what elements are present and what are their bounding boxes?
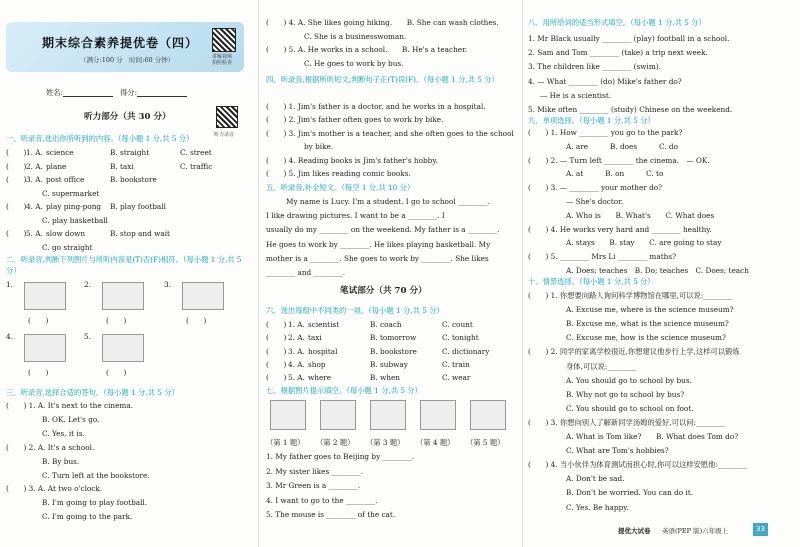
exam-subtitle: （满分:100 分 时间:60 分钟） xyxy=(80,56,175,64)
item-number: 3. A. xyxy=(26,175,43,184)
fill-in-line: 5. The mouse is ________ of the cat. xyxy=(266,510,396,520)
choice-line: ( ) 1. How ________ you go to the park? xyxy=(528,128,683,137)
answer-paren: ( ) xyxy=(266,333,287,343)
illustration-icon xyxy=(320,400,356,430)
answer-line: ( ) 5. A. He works in a school. B. He's a teacher. xyxy=(266,45,468,54)
passage-line: I like drawing pictures. I want to be a ________. I xyxy=(266,211,445,221)
answer-paren: ( ) xyxy=(28,316,49,325)
choice-line: ( ) 4. He works very hard and ________ healthy. xyxy=(528,224,712,234)
statement-line: ( ) 2. Jim's father often goes to work by bike. xyxy=(266,115,444,125)
illustration-icon xyxy=(470,400,506,430)
option-a: science xyxy=(46,148,74,157)
fill-in-line: — He is a scientist. xyxy=(540,90,612,100)
picture-number: 4. xyxy=(6,332,13,341)
answer-line: ( ) 4. A. She likes going hiking. B. She can wash clothes. xyxy=(266,18,499,27)
section-4-heading: 四、听录音,根据所听短文,判断句子正(T)误(F)。（每小题 1 分,共 5 分） xyxy=(266,75,499,84)
answer-paren: ( ) xyxy=(6,148,27,157)
section-7-heading: 七、根据图片提示填空。（每小题 1 分,共 5 分） xyxy=(266,386,422,395)
option-a: taxi xyxy=(308,333,322,343)
option-c: C. wear xyxy=(442,373,471,383)
option-b: B. subway xyxy=(370,359,408,369)
choice-line: ( ) 2. 同学的家离学校很近,你想建议他步行上学,这样可以锻炼 xyxy=(528,347,740,357)
option-b: B. play football xyxy=(110,202,166,211)
item-number: 1. A. xyxy=(288,320,305,329)
statement-line: ( ) 3. Jim's mother is a teacher, and she often goes to the school xyxy=(266,128,514,138)
answer-paren: ( ) xyxy=(6,229,27,238)
passage-line: usually do my ________ on the weekend. My father is a ________. xyxy=(266,225,500,235)
option-b: B. straight xyxy=(110,148,150,157)
choice-line: — She's doctor. xyxy=(566,197,624,206)
illustration-icon xyxy=(370,400,406,430)
option-b: B. bookstore xyxy=(110,175,157,184)
option-c: C. train xyxy=(442,359,470,369)
qr-caption: 讲解视频 拍照检查 xyxy=(212,54,233,66)
choice-line: A. stays B. stay C. are going to stay xyxy=(566,238,722,248)
answer-paren: ( ) xyxy=(266,346,287,356)
option-c: C. tonight xyxy=(442,333,479,343)
illustration-icon xyxy=(24,334,66,362)
option-a: shop xyxy=(308,359,326,369)
choice-line: A. Who is B. What's C. What does xyxy=(566,210,715,220)
passage-line: ________ and ________. xyxy=(266,268,346,277)
answer-line: C. She is a businesswoman. xyxy=(304,31,407,41)
choice-line: C. What are Tom's hobbies? xyxy=(566,446,669,456)
statement-line: ( ) 5. Jim likes reading comic books. xyxy=(266,169,411,178)
answer-line: ( ) 3. A. At two o'clock. xyxy=(6,484,103,494)
statement-line: ( ) 1. Jim's father is a doctor, and he works in a hospital. xyxy=(266,102,486,111)
option-c: C. play basketball xyxy=(42,215,108,225)
choice-line: C. Excuse me, how is the science museum? xyxy=(566,333,726,343)
page-number: 33 xyxy=(753,523,768,536)
choice-line: C. You should go to school on foot. xyxy=(566,403,694,413)
option-b: B. when xyxy=(370,373,400,383)
choice-line: A. You should go to school by bus. xyxy=(566,375,692,385)
item-number: 4. A. xyxy=(26,202,43,211)
illustration-icon xyxy=(102,334,144,362)
answer-paren: ( ) xyxy=(106,368,127,377)
passage-line: He goes to work by ________. He likes playing basketball. My xyxy=(266,239,491,249)
fill-in-line: 2. Sam and Tom ________ (take) a trip next week. xyxy=(528,48,708,58)
choice-line: C. Yes. Be happy. xyxy=(566,502,629,512)
answer-paren: ( ) xyxy=(186,316,207,325)
statement-line: ( ) 4. Reading books is Jim's father's hobby. xyxy=(266,155,438,165)
picture-label: （第 2 题） xyxy=(316,438,355,447)
fill-in-line: 4. — What ________ (do) Mike's father do? xyxy=(528,76,682,86)
answer-paren: ( ) xyxy=(106,316,127,325)
section-8-heading: 八、用所给词的适当形式填空。（每小题 1 分,共 5 分） xyxy=(528,18,706,27)
item-number: 3. A. xyxy=(288,346,305,356)
illustration-icon xyxy=(182,282,224,310)
option-a: scientist xyxy=(308,320,340,329)
option-a: plane xyxy=(46,161,67,171)
answer-paren: ( ) xyxy=(6,175,27,184)
option-c: C. count xyxy=(442,320,473,329)
listening-title: 听力部分（共 30 分） xyxy=(84,112,171,122)
footer-brand: 提优大试卷 xyxy=(618,527,651,535)
item-number: 2. A. xyxy=(288,333,305,343)
option-c: C. traffic xyxy=(180,161,213,171)
picture-number: 1. xyxy=(6,280,13,289)
qr-code-icon xyxy=(212,28,236,52)
section-10-heading: 十、情景选择。（每小题 1 分,共 5 分） xyxy=(528,277,655,286)
choice-line: ( ) 4. 当小伙伴为体育测试而担心时,你可以这样安慰他:________ xyxy=(528,460,748,470)
option-c: C. go straight xyxy=(42,242,93,252)
choice-line: A. Excuse me, where is the science museum? xyxy=(566,305,734,315)
qr-caption: 听力录音 xyxy=(214,132,235,138)
footer-text: 英语(PEP 版)六年级上 xyxy=(662,527,729,535)
answer-paren: ( ) xyxy=(6,202,27,211)
choice-line: ( ) 3. 你想向别人了解新同学汤姆的爱好,可以问:________ xyxy=(528,417,726,427)
choice-line: A. are B. does C. do xyxy=(566,141,679,151)
item-number: 4. A. xyxy=(288,359,305,369)
statement-line: by bike. xyxy=(304,142,334,152)
option-c: C. dictionary xyxy=(442,346,490,356)
name-label: 姓名: xyxy=(46,88,113,97)
illustration-icon xyxy=(420,400,456,430)
option-b: B. tomorrow xyxy=(370,333,417,343)
option-b: B. stop and wait xyxy=(110,229,170,238)
fill-in-line: 1. My father goes to Beijing by ________. xyxy=(266,452,415,461)
picture-number: 3. xyxy=(164,280,171,289)
answer-line: C. Yes, it is. xyxy=(42,428,85,438)
column-2 xyxy=(258,0,522,547)
answer-line: C. He goes to work by bus. xyxy=(304,58,404,68)
fill-in-line: 4. I want to go to the ________. xyxy=(266,495,378,505)
answer-line: B. OK. Let's go. xyxy=(42,414,100,424)
exam-title: 期末综合素养提优卷（四） xyxy=(42,36,199,50)
passage-line: mother is a ________. She goes to work by ________. She likes xyxy=(266,253,489,263)
choice-line: ( ) 1. 你想要向路人询问科学博物馆在哪里,可以说:________ xyxy=(528,291,733,300)
answer-line: B. I'm going to play football. xyxy=(42,498,148,508)
option-b: B. coach xyxy=(370,320,402,329)
choice-line: ( ) 3. — ________ your mother do? xyxy=(528,183,663,193)
picture-number: 5. xyxy=(84,332,91,341)
answer-line: C. I'm going to the park. xyxy=(42,512,133,522)
choice-line: B. Excuse me, what is the science museum? xyxy=(566,319,729,329)
section-3-heading: 三、听录音,选择合适的答句。（每小题 1 分,共 5 分） xyxy=(6,388,179,397)
qr-code-icon xyxy=(216,106,238,128)
option-b: B. bookstore xyxy=(370,346,417,356)
illustration-icon xyxy=(102,282,144,310)
answer-line: B. By bus. xyxy=(42,456,80,466)
column-3 xyxy=(522,0,800,547)
section-5-heading: 五、听录音,补全短文。（每空 1 分,共 10 分） xyxy=(266,183,415,192)
fill-in-line: 1. Mr Black usually ________ (play) football in a school. xyxy=(528,34,730,43)
illustration-icon xyxy=(270,400,306,430)
written-title: 笔试部分（共 70 分） xyxy=(340,286,427,296)
picture-label: （第 1 题） xyxy=(266,438,305,447)
picture-label: （第 4 题） xyxy=(416,438,455,447)
picture-label: （第 3 题） xyxy=(366,438,405,447)
section-9-heading: 九、单项选择。（每小题 1 分,共 5 分） xyxy=(528,116,655,125)
fill-in-line: 3. Mr Green is a ________. xyxy=(266,481,361,491)
answer-paren: ( ) xyxy=(266,373,287,383)
choice-line: A. What is Tom like? B. What does Tom do? xyxy=(566,432,739,441)
fill-in-line: 3. The children like ________ (swim). xyxy=(528,62,661,72)
item-number: 5. A. xyxy=(26,229,43,238)
answer-paren: ( ) xyxy=(6,161,27,171)
passage-line: My name is Lucy. I'm a student. I go to school ________. xyxy=(286,197,490,206)
choice-line: B. Why not go to school by bus? xyxy=(566,389,685,399)
item-number: 1. A. xyxy=(26,148,43,157)
illustration-icon xyxy=(24,282,66,310)
section-1-heading: 一、听录音,选出你所听到的内容。（每小题 1 分,共 5 分） xyxy=(6,134,194,143)
answer-paren: ( ) xyxy=(266,320,287,329)
picture-label: （第 5 题） xyxy=(466,438,505,447)
column-1 xyxy=(0,0,258,547)
option-a: hospital xyxy=(308,346,338,356)
option-a: play ping-pong xyxy=(46,202,102,211)
section-2-heading: 二、听录音,判断下列图片与所听内容是(T)否(F)相符。（每小题 1 分,共 5 分） xyxy=(6,255,242,275)
option-c: C. supermarket xyxy=(42,188,100,198)
option-a: where xyxy=(308,373,332,383)
fill-in-line: 2. My sister likes ________. xyxy=(266,466,364,476)
item-number: 5. A. xyxy=(288,373,305,383)
answer-paren: ( ) xyxy=(266,359,287,369)
choice-line: A. Does; teaches B. Do; teaches C. Does; teach xyxy=(566,266,749,275)
answer-line: C. Turn left at the bookstore. xyxy=(42,470,150,480)
answer-paren: ( ) xyxy=(28,368,49,377)
fill-in-line: 5. Mike often ________ (study) Chinese on the weekend. xyxy=(528,105,733,114)
option-c: C. street xyxy=(180,148,212,157)
choice-line: ( ) 5. ________ Mrs Li ________ maths? xyxy=(528,252,676,262)
answer-line: ( ) 1. A. It's next to the cinema. xyxy=(6,401,134,410)
score-label: 得分: xyxy=(120,88,187,97)
choice-line: A. at B. on C. to xyxy=(566,169,664,179)
answer-line: ( ) 2. A. It's a school. xyxy=(6,442,95,452)
choice-line: ( ) 2. — Turn left ________ the cinema. — OK. xyxy=(528,155,710,165)
exam-header xyxy=(6,22,244,72)
choice-line: 身体,可以说:________ xyxy=(566,361,637,371)
option-a: slow down xyxy=(46,229,86,238)
choice-line: B. Don't be worried. You can do it. xyxy=(566,488,694,498)
choice-line: A. Don't be sad. xyxy=(566,474,625,484)
picture-number: 2. xyxy=(84,280,91,289)
option-b: B. taxi xyxy=(110,161,134,171)
option-a: post office xyxy=(46,175,85,184)
section-6-heading: 六、选出每组中不同类的一项。（每小题 1 分,共 5 分） xyxy=(266,306,444,315)
item-number: 2. A. xyxy=(26,161,43,171)
